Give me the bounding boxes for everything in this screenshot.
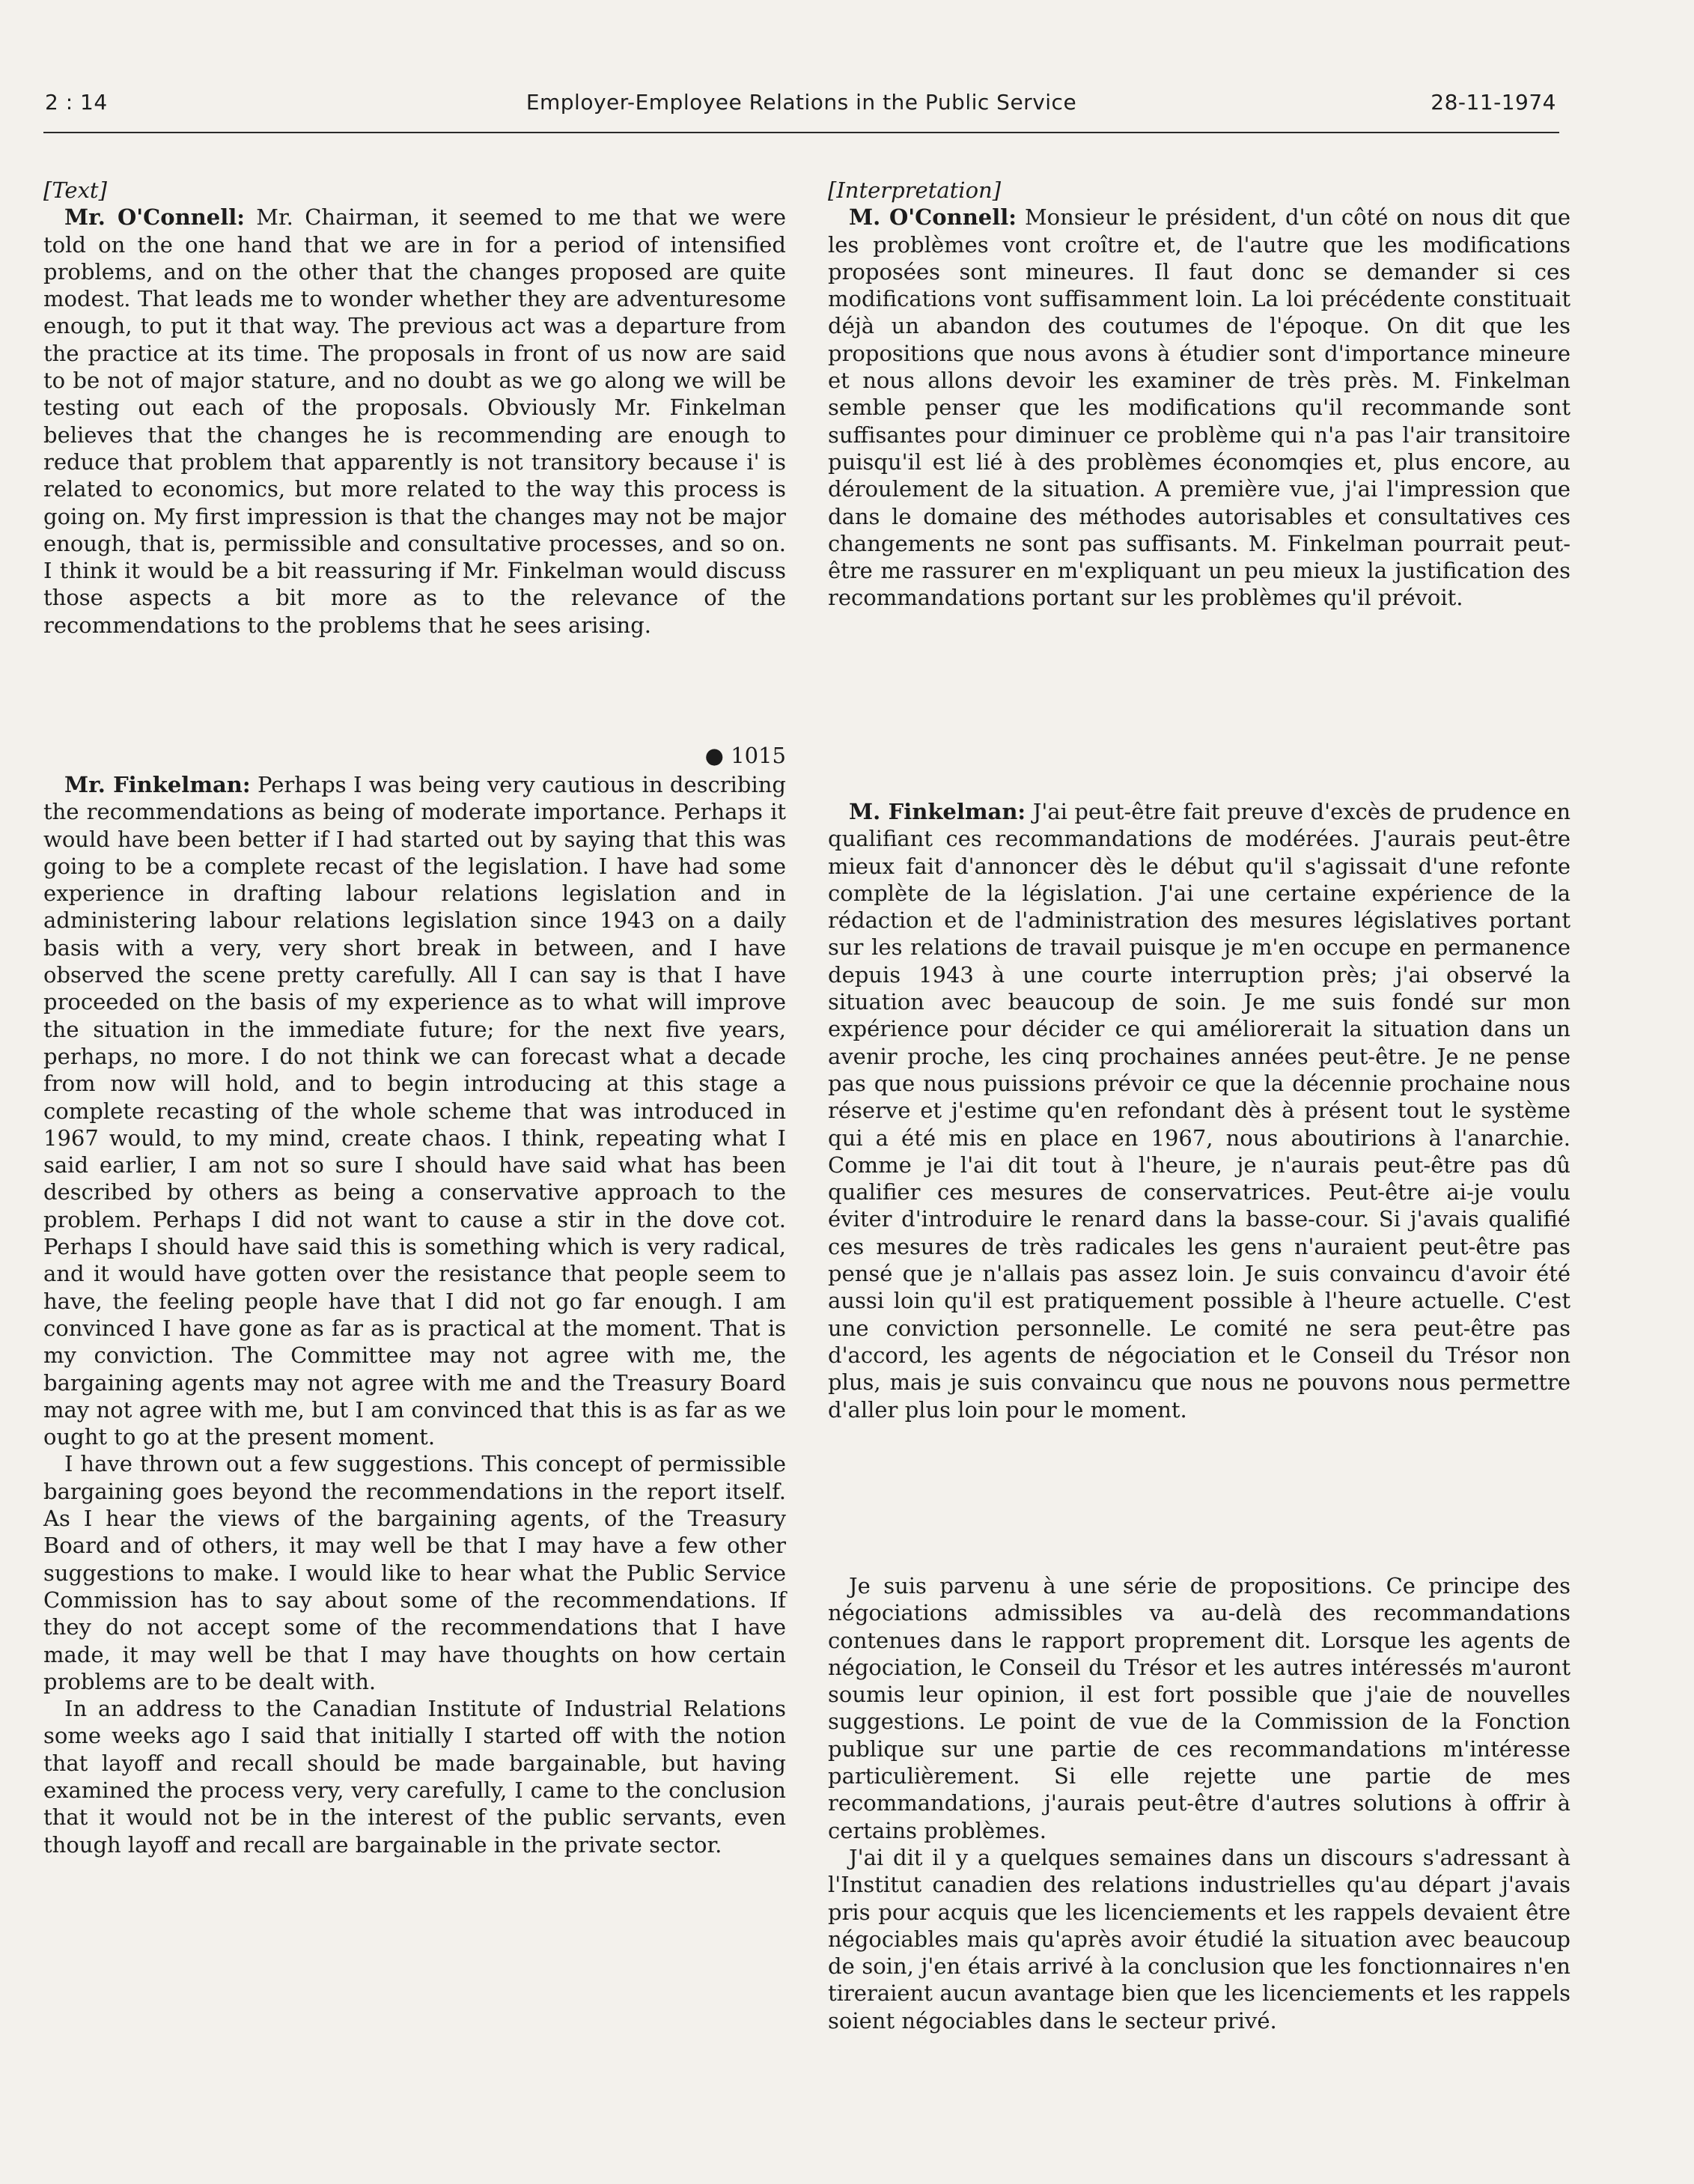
paragraph-text: Perhaps I was being very cautious in describing the recommendations as being of moderate importance. Perhaps it would have been better if I had started out by saying that this was going to be a complete recast of the legislation. I have had some experience in drafting labour relations legislation and in administering labour relations legislation since 1943 on a daily basis with a very, very short break in between, and I have observed the scene pretty carefully. All I can say is that I have proceeded on the basis of my experience as to what will improve the situation in the immediate future; for the next five years, perhaps, no more. I do not think we can forecast what a decade from now will hold, and to begin introducing at this stage a complete recasting of the whole scheme that was introduced in 1967 would, to my mind, create chaos. I think, repeating what I said earlier, I am not so sure I should have said what has been described by others as being a conservative approach to the problem. Perhaps I did not want to cause a stir in the dove cot. Perhaps I should have said this is something which is very radical, and it would have gotten over the resistance that people seem to have, the feeling people have that I did not go far enough. I am convinced I have gone as far as is practical at the moment. That is my conviction. The Committee may not agree with me, the bargaining agents may not agree with me and the Treasury Board may not agree with me, but I am convinced that this is as far as we ought to go at the present moment.	[43, 772, 786, 1450]
paragraph-text: Mr. Chairman, it seemed to me that we were told on the one hand that we are in for a period of intensified problems, and on the other that the changes proposed are quite modest. That leads me to wonder whether they are adventuresome enough, to put it that way. The previous act was a departure from the practice at its time. The proposals in front of us now are said to be not of major stature, and no doubt as we go along we will be testing out each of the proposals. Obviously Mr. Finkelman believes that the changes he is recommending are enough to reduce that problem that apparently is not transitory because i' is related to economics, but more related to the way this process is going on. My first impression is that the changes may not be major enough, that is, permissible and consultative processes, and so on. I think it would be a bit reassuring if Mr. Finkelman would discuss those aspects a bit more as to the relevance of the recommendations to the problems that he sees arising.	[43, 204, 787, 638]
french-block-3	[828, 1572, 1570, 2034]
paragraph-suggestions-fr: Je suis parvenu à une série de propositions. Ce principe des négociations admissibles va au-delà des recommandations contenues dans le rapport proprement dit. Lorsque les agents de négociation, le Conseil du Trésor et les autres intéressés m'auront soumis leur opinion, il est fort possible que j'aie de nouvelles suggestions. Le point de vue de la Commission de la Fonction publique sur une partie de ces recommandations m'intéresse particulièrement. Si elle rejette une partie de mes recommandations, j'aurais peut-être d'autres solutions à offrir à certains problèmes.	[828, 1573, 1570, 1843]
paragraph-address-fr: J'ai dit il y a quelques semaines dans un discours s'adressant à l'Institut canadien des relations industrielles qu'au départ j'avais pris pour acquis que les licenciements et les rappels devaient être négociables mais qu'après avoir étudié la situation avec beaucoup de soin, j'en étais arrivé à la conclusion que les fonctionnaires n'en tireraient aucun avantage bien que les licenciements et les rappels soient négociables dans le secteur privé.	[828, 1844, 1570, 2034]
paragraph-oconnell-fr	[828, 204, 1570, 611]
french-block-1	[828, 177, 1570, 612]
speaker-name: M. O'Connell:	[849, 204, 1017, 231]
paragraph-finkelman-en	[43, 771, 786, 1450]
paragraph-finkelman-fr	[828, 798, 1570, 1423]
english-block-2	[43, 771, 786, 1858]
language-tag-text: [Text]	[43, 177, 107, 203]
language-tag-interpretation: [Interpretation]	[828, 177, 1002, 203]
time-marker: ● 1015	[704, 743, 786, 768]
paragraph-text: J'ai peut-être fait preuve d'excès de prudence en qualifiant ces recommandations de modérées. J'aurais peut-être mieux fait d'annoncer dès le début qu'il s'agissait d'une refonte complète de la législation. J'ai une certaine expérience de la rédaction et de l'administration des mesures législatives portant sur les relations de travail puisque je m'en occupe en permanence depuis 1943 à une courte interruption près; j'ai observé la situation avec beaucoup de soin. Je me suis fondé sur mon expérience pour décider ce qui améliorerait la situation dans un avenir proche, les cinq prochaines années peut-être. Je ne pense pas que nous puissions prévoir ce que la décennie prochaine nous réserve et j'estime qu'en refondant dès à présent tout le système qui a été mis en place en 1967, nous aboutirions à l'anarchie. Comme je l'ai dit tout à l'heure, je n'aurais peut-être pas dû qualifier ces mesures de conservatrices. Peut-être ai-je voulu éviter d'introduire le renard dans la basse-cour. Si j'avais qualifié ces mesures de très radicales les gens n'auraient peut-être pas pensé que je n'allais pas assez loin. Je suis convaincu d'avoir été aussi loin qu'il est pratiquement possible à l'heure actuelle. C'est une conviction personnelle. Le comité ne sera peut-être pas d'accord, les agents de négociation et le Conseil du Trésor non plus, mais je suis convaincu que nous ne pouvons nous permettre d'aller plus loin pour le moment.	[828, 799, 1571, 1423]
paragraph-address-en: In an address to the Canadian Institute of Industrial Relations some weeks ago I said that initially I started off with the notion that layoff and recall should be made bargainable, but having examined the process very, very carefully, I came to the conclusion that it would not be in the interest of the public servants, even though layoff and recall are bargainable in the private sector.	[43, 1696, 786, 1858]
page-number: 2 : 14	[45, 90, 108, 115]
speaker-name: Mr. Finkelman:	[64, 772, 251, 797]
header-date: 28-11-1974	[1431, 90, 1556, 115]
paragraph-suggestions-en: I have thrown out a few suggestions. This concept of permissible bargaining goes beyond the recommendations in the report itself. As I hear the views of the bargaining agents, of the Treasury Board and of others, it may well be that I may have a few other suggestions to make. I would like to hear what the Public Service Commission has to say about some of the recommendations. If they do not accept some of the recommendations that I have made, it may well be that I may have thoughts on how certain problems are to be dealt with.	[43, 1451, 786, 1694]
paragraph-text: Monsieur le président, d'un côté on nous dit que les problèmes vont croître et, de l'autre que les modifications proposées sont mineures. Il faut donc se demander si ces modifications vont suffisamment loin. La loi précédente constituait déjà un abandon des coutumes de l'époque. On dit que les propositions que nous avons à étudier sont d'importance mineure et nous allons devoir les examiner de très près. M. Finkelman semble penser que les modifications qu'il recommande sont suffisantes pour diminuer ce problème qui n'a pas l'air transitoire puisqu'il est lié à des problèmes économqies et, plus encore, au déroulement de la situation. A première vue, j'ai l'impression que dans le domaine des méthodes autorisables et consultatives ces changements ne sont pas suffisants. M. Finkelman pourrait peut-être me rassurer en m'expliquant un peu mieux la justification des recommandations portant sur les problèmes qu'il prévoit.	[828, 204, 1570, 611]
running-title: Employer-Employee Relations in the Public Service	[525, 90, 1077, 115]
paragraph-oconnell-en	[43, 204, 786, 639]
speaker-name: M. Finkelman:	[849, 799, 1026, 824]
english-block-1	[43, 177, 786, 639]
page-header	[43, 87, 1559, 133]
french-block-2	[828, 798, 1570, 1423]
speaker-name: Mr. O'Connell:	[64, 204, 245, 231]
